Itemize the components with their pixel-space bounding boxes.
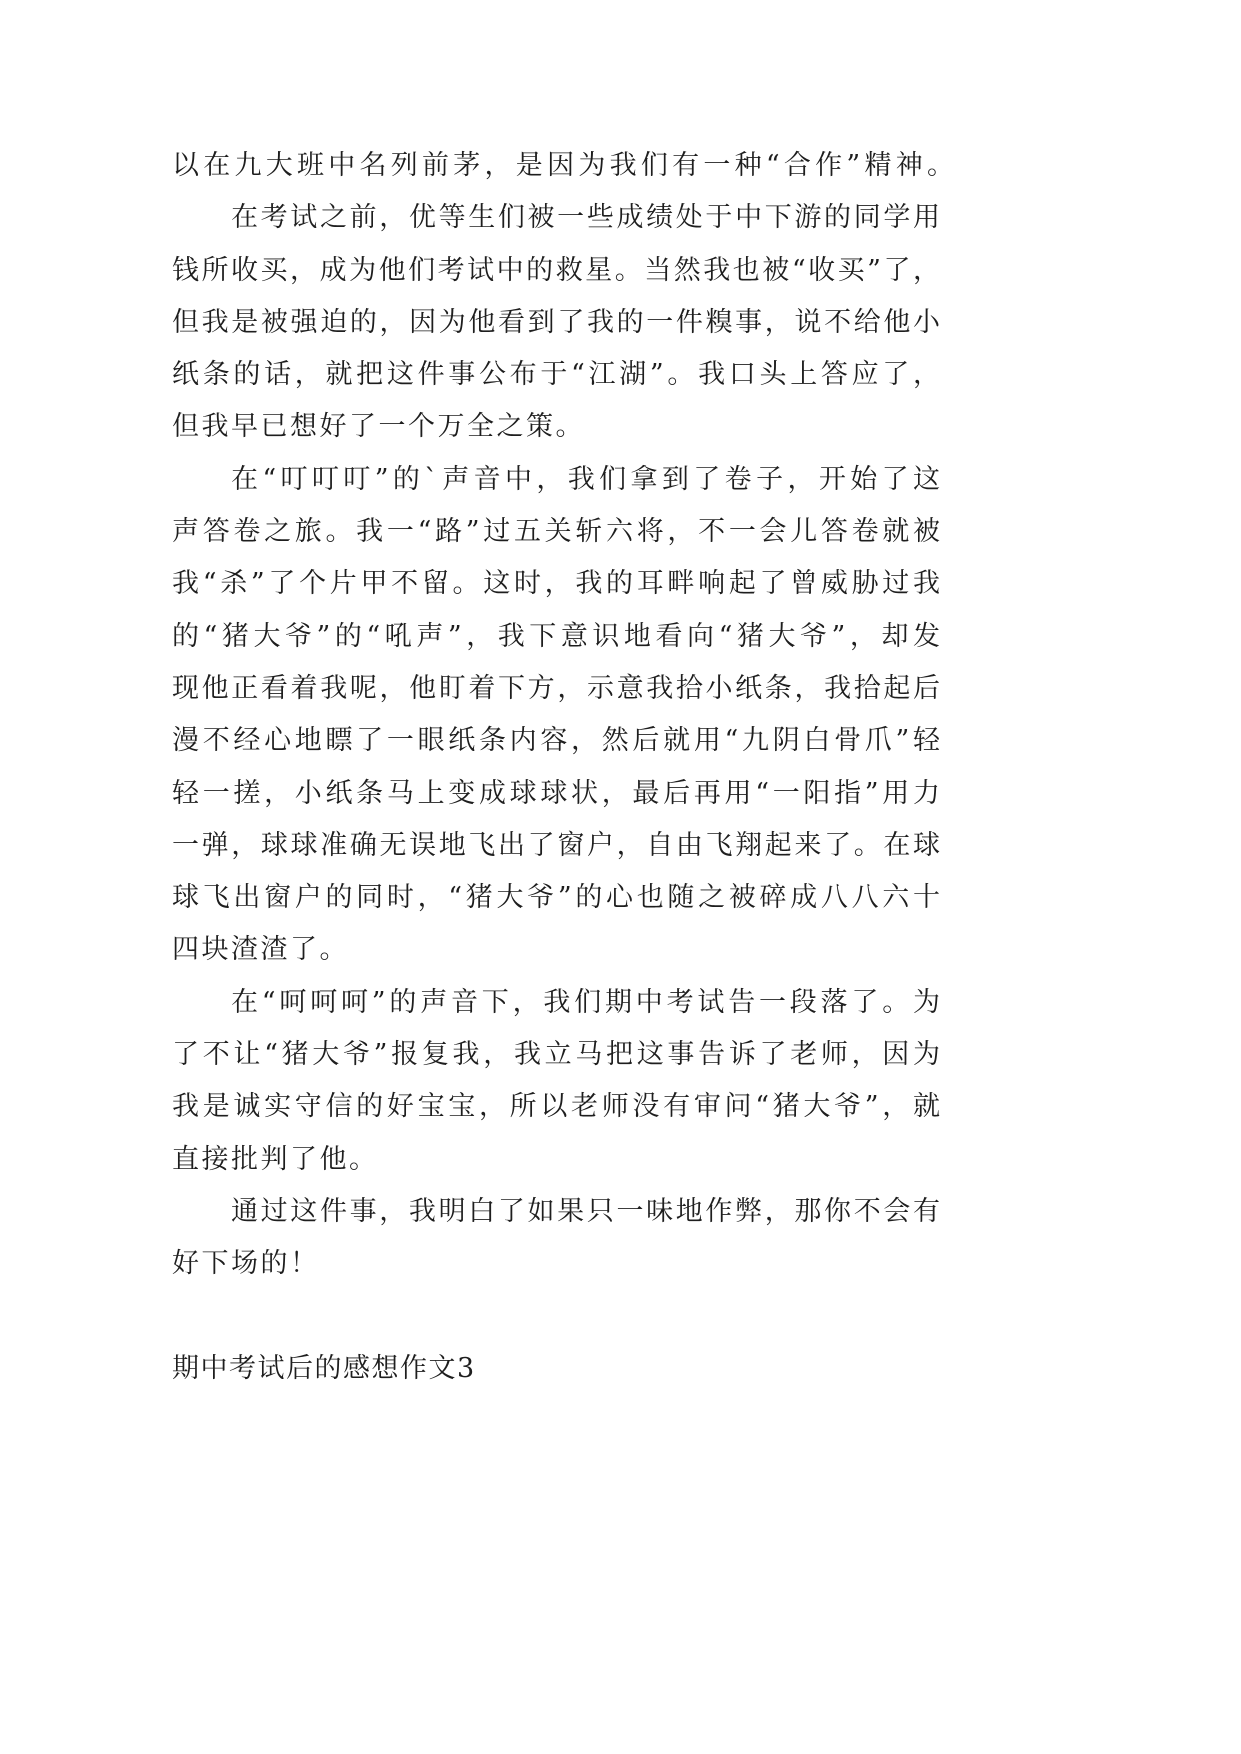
text-line: 我“杀”了个片甲不留。这时，我的耳畔响起了曾威胁过我 — [172, 568, 940, 600]
text-line: 在“叮叮叮”的`声音中，我们拿到了卷子，开始了这 — [231, 463, 940, 495]
text-line: 四块渣渣了。 — [172, 934, 349, 966]
text-line: 直接批判了他。 — [172, 1143, 379, 1175]
paragraph — [172, 192, 940, 453]
paragraph — [172, 1186, 940, 1291]
text-line: 一弹，球球准确无误地飞出了窗户，自由飞翔起来了。在球 — [172, 829, 940, 861]
text-line: 了不让“猪大爷”报复我，我立马把这事告诉了老师，因为 — [172, 1039, 940, 1071]
text-line: 纸条的话，就把这件事公布于“江湖”。我口头上答应了， — [172, 359, 940, 391]
text-line: 在考试之前，优等生们被一些成绩处于中下游的同学用 — [231, 202, 940, 234]
text-line: 我是诚实守信的好宝宝，所以老师没有审问“猪大爷”，就 — [172, 1091, 940, 1123]
text-line: 现他正看着我呢，他盯着下方，示意我拾小纸条，我拾起后 — [172, 672, 940, 704]
text-line: 声答卷之旅。我一“路”过五关斩六将，不一会儿答卷就被 — [172, 516, 940, 548]
text-line: 球飞出窗户的同时，“猪大爷”的心也随之被碎成八八六十 — [172, 882, 940, 914]
text-line: 钱所收买，成为他们考试中的救星。当然我也被“收买”了， — [172, 254, 940, 286]
paragraph — [172, 140, 954, 192]
text-line: 轻一搓，小纸条马上变成球球状，最后再用“一阳指”用力 — [172, 777, 940, 809]
section-heading: 期中考试后的感想作文3 — [172, 1352, 476, 1384]
text-line: 漫不经心地瞟了一眼纸条内容，然后就用“九阴白骨爪”轻 — [172, 725, 940, 757]
paragraph — [172, 977, 940, 1186]
paragraph — [172, 454, 940, 977]
text-line: 但我早已想好了一个万全之策。 — [172, 411, 585, 443]
document-body — [172, 140, 954, 1395]
text-line: 在“呵呵呵”的声音下，我们期中考试告一段落了。为 — [231, 986, 940, 1018]
text-line: 好下场的！ — [172, 1248, 320, 1280]
text-line: 通过这件事，我明白了如果只一味地作弊，那你不会有 — [231, 1195, 940, 1227]
text-line: 以在九大班中名列前茅，是因为我们有一种“合作”精神。 — [172, 150, 954, 181]
text-line: 的“猪大爷”的“吼声”，我下意识地看向“猪大爷”，却发 — [172, 620, 940, 652]
text-line: 但我是被强迫的，因为他看到了我的一件糗事，说不给他小 — [172, 306, 940, 338]
